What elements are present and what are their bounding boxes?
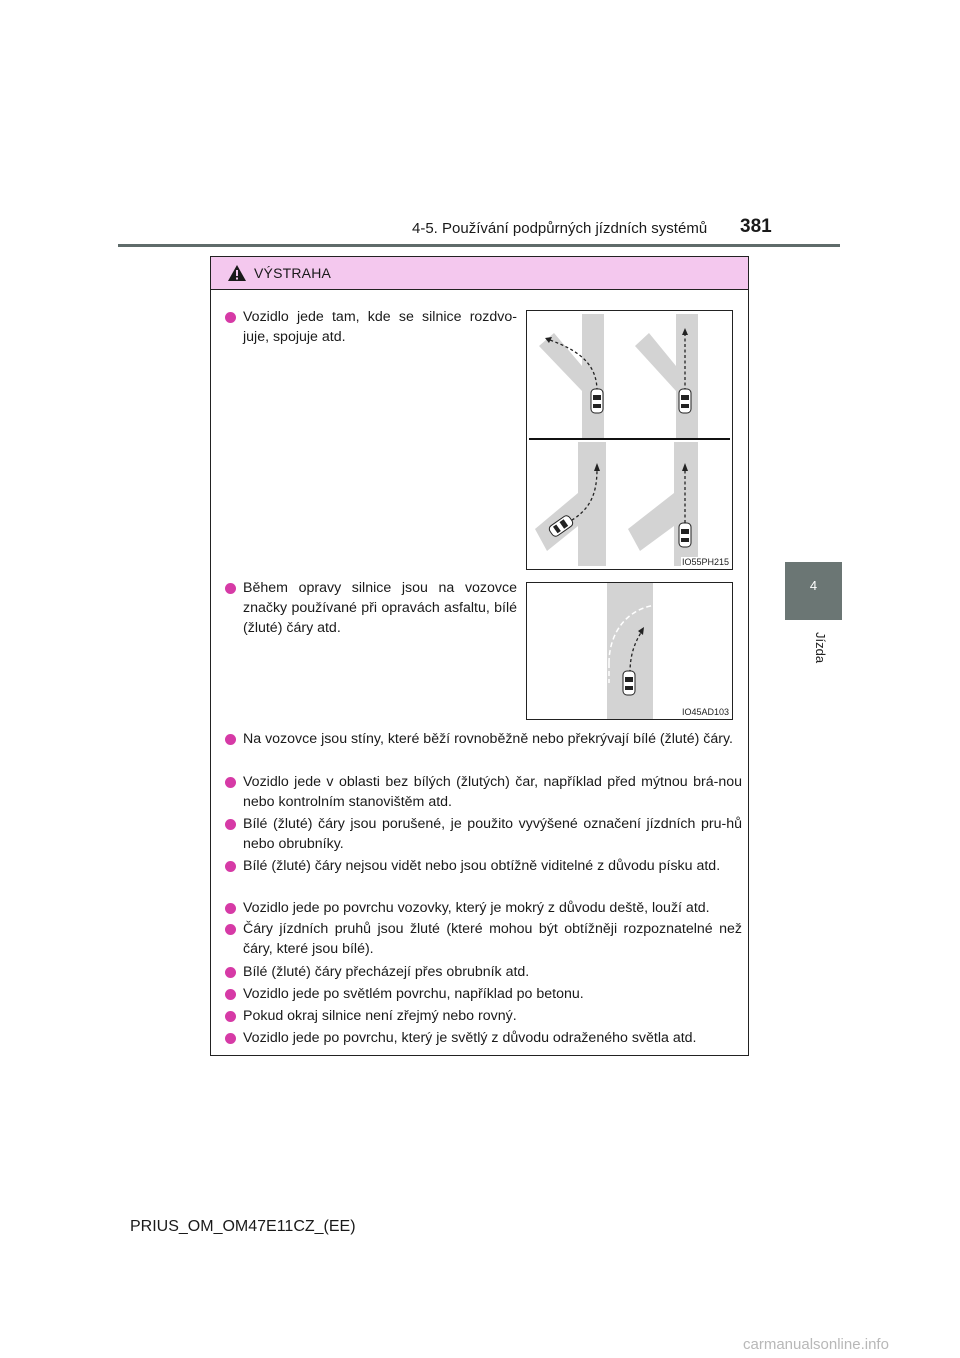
list-item: Vozidlo jede po světlém povrchu, například po betonu.	[225, 984, 742, 1004]
road-diagram	[527, 311, 732, 569]
figure-code: IO55PH215	[681, 557, 729, 567]
section-title: 4-5. Používání podpůrných jízdních systémů	[412, 220, 708, 237]
manual-code: PRIUS_OM_OM47E11CZ_(EE)	[130, 1218, 356, 1235]
list-item: Vozidlo jede po povrchu vozovky, který je mokrý z důvodu deště, louží atd.	[225, 898, 742, 918]
bullet-icon	[225, 924, 236, 935]
list-item: Bílé (žluté) čáry jsou porušené, je použito vyvýšené označení jízdních pru-hů nebo obrubníky.	[225, 814, 742, 854]
warning-title: VÝSTRAHA	[254, 265, 332, 281]
chapter-label: Jízda	[813, 632, 828, 664]
warning-header	[211, 257, 748, 290]
bullet-icon	[225, 989, 236, 1000]
chapter-number: 4	[809, 578, 818, 593]
watermark: carmanualsonline.info	[743, 1336, 889, 1353]
warning-triangle-icon	[227, 264, 247, 282]
road-surface	[582, 314, 604, 366]
bullet-icon	[225, 1011, 236, 1022]
bullet-icon	[225, 777, 236, 788]
car-icon	[679, 523, 691, 547]
chapter-tab[interactable]	[785, 562, 842, 620]
road-repair-diagram	[527, 583, 732, 719]
car-icon	[591, 389, 603, 413]
bullet-icon	[225, 819, 236, 830]
list-item: Bílé (žluté) čáry nejsou vidět nebo jsou obtížně viditelné z důvodu písku atd.	[225, 856, 742, 876]
bullet-icon	[225, 583, 236, 594]
list-item: Vozidlo jede v oblasti bez bílých (žlutých) čar, například před mýtnou brá-nou nebo kontrolním stanovištěm atd.	[225, 772, 742, 812]
bullet-icon	[225, 1033, 236, 1044]
list-item: Vozidlo jede po povrchu, který je světlý z důvodu odraženého světla atd.	[225, 1028, 742, 1048]
bullet-icon	[225, 734, 236, 745]
list-item: Vozidlo jede tam, kde se silnice rozdvo-juje, spojuje atd.	[225, 307, 517, 347]
header-divider	[118, 244, 840, 247]
bullet-icon	[225, 861, 236, 872]
warning-box	[210, 256, 749, 1056]
bullet-icon	[225, 903, 236, 914]
bullet-icon	[225, 967, 236, 978]
bullet-icon	[225, 312, 236, 323]
list-item: Na vozovce jsou stíny, které běží rovnoběžně nebo překrývají bílé (žluté) čáry.	[225, 729, 742, 749]
car-icon	[679, 389, 691, 413]
figure-code: IO45AD103	[681, 707, 729, 717]
road-surface	[607, 583, 653, 719]
list-item: Čáry jízdních pruhů jsou žluté (které mohou být obtížněji rozpoznatelné než čáry, které jsou bílé).	[225, 919, 742, 959]
road-surface	[535, 442, 606, 566]
figure-road-split	[526, 310, 733, 570]
figure-road-repair	[526, 582, 733, 720]
car-icon	[623, 671, 635, 695]
list-item: Bílé (žluté) čáry přecházejí přes obrubník atd.	[225, 962, 742, 982]
list-item: Pokud okraj silnice není zřejmý nebo rovný.	[225, 1006, 742, 1026]
page-number: 381	[740, 216, 772, 237]
list-item: Během opravy silnice jsou na vozovce značky používané při opravách asfaltu, bílé (žluté) čáry atd.	[225, 578, 517, 638]
